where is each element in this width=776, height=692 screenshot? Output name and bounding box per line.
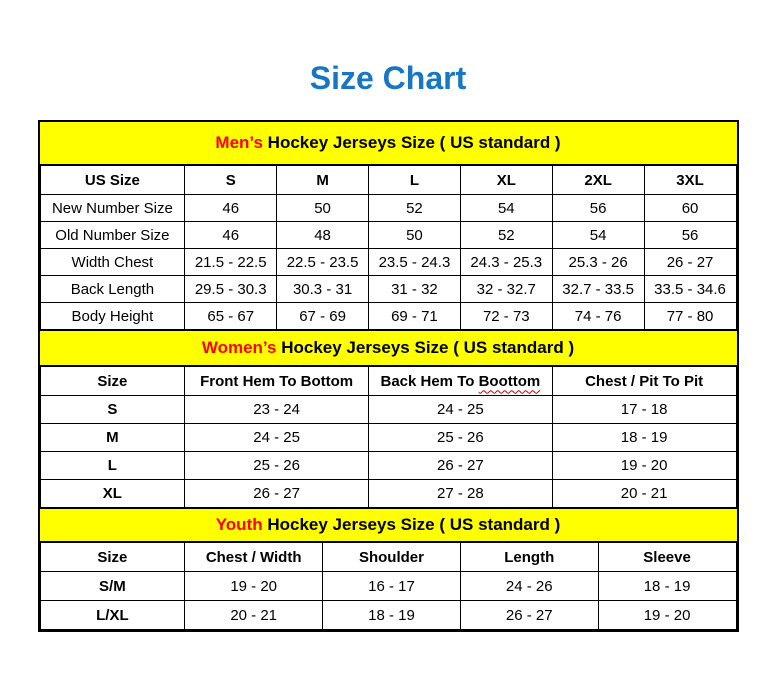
size-cell: 26 - 27 <box>369 452 553 480</box>
row-label: Body Height <box>40 303 185 330</box>
col-header: 3XL <box>644 166 736 195</box>
col-header: Length <box>460 543 598 572</box>
size-cell: 24 - 25 <box>185 424 369 452</box>
col-header: US Size <box>40 166 185 195</box>
mens-size-table <box>40 165 737 330</box>
col-header: XL <box>460 166 552 195</box>
size-cell: 26 - 27 <box>460 601 598 630</box>
row-label: S <box>40 396 185 424</box>
size-chart-page <box>0 60 776 632</box>
mens-section-banner <box>40 122 737 165</box>
table-row <box>40 452 736 480</box>
row-label: M <box>40 424 185 452</box>
row-label: Old Number Size <box>40 222 185 249</box>
size-cell: 50 <box>369 222 461 249</box>
size-cell: 16 - 17 <box>323 572 461 601</box>
col-header-misspelled <box>369 367 553 396</box>
size-cell: 20 - 21 <box>185 601 323 630</box>
size-cell: 48 <box>277 222 369 249</box>
table-header-row <box>40 367 736 396</box>
size-cell: 21.5 - 22.5 <box>185 249 277 276</box>
size-cell: 24 - 25 <box>369 396 553 424</box>
size-cell: 25.3 - 26 <box>552 249 644 276</box>
size-cell: 25 - 26 <box>369 424 553 452</box>
page-title: Size Chart <box>309 60 467 96</box>
size-cell: 56 <box>552 195 644 222</box>
size-cell: 19 - 20 <box>552 452 736 480</box>
size-cell: 32 - 32.7 <box>460 276 552 303</box>
size-cell: 26 - 27 <box>185 480 369 508</box>
size-cell: 17 - 18 <box>552 396 736 424</box>
size-cell: 18 - 19 <box>323 601 461 630</box>
col-header: Size <box>40 543 185 572</box>
col-header: Shoulder <box>323 543 461 572</box>
row-label: New Number Size <box>40 195 185 222</box>
youth-banner-highlight: Youth <box>215 515 263 534</box>
size-cell: 24 - 26 <box>460 572 598 601</box>
table-row <box>40 572 736 601</box>
size-cell: 77 - 80 <box>644 303 736 330</box>
size-cell: 27 - 28 <box>369 480 553 508</box>
size-cell: 30.3 - 31 <box>277 276 369 303</box>
size-cell: 46 <box>185 195 277 222</box>
col-header: S <box>185 166 277 195</box>
size-cell: 52 <box>460 222 552 249</box>
size-cell: 74 - 76 <box>552 303 644 330</box>
mens-banner-highlight: Men’s <box>215 133 263 152</box>
misspelled-word-squiggle: Boottom <box>478 372 541 390</box>
youth-section-banner <box>40 508 737 542</box>
table-row <box>40 249 736 276</box>
row-label: XL <box>40 480 185 508</box>
size-cell: 18 - 19 <box>552 424 736 452</box>
size-chart <box>38 120 739 632</box>
row-label: Width Chest <box>40 249 185 276</box>
size-cell: 23 - 24 <box>185 396 369 424</box>
size-cell: 20 - 21 <box>552 480 736 508</box>
size-cell: 26 - 27 <box>644 249 736 276</box>
size-cell: 72 - 73 <box>460 303 552 330</box>
table-header-row <box>40 543 736 572</box>
size-cell: 19 - 20 <box>598 601 736 630</box>
size-cell: 54 <box>460 195 552 222</box>
col-header: Sleeve <box>598 543 736 572</box>
womens-banner-highlight: Women’s <box>201 338 277 357</box>
col-header-prefix: Back Hem To <box>380 372 479 390</box>
row-label: L/XL <box>40 601 185 630</box>
youth-banner-text: Hockey Jerseys Size ( US standard ) <box>262 515 561 534</box>
table-row <box>40 424 736 452</box>
mens-banner-text: Hockey Jerseys Size ( US standard ) <box>262 133 561 152</box>
size-cell: 54 <box>552 222 644 249</box>
row-label: L <box>40 452 185 480</box>
row-label: Back Length <box>40 276 185 303</box>
size-cell: 33.5 - 34.6 <box>644 276 736 303</box>
row-label: S/M <box>40 572 185 601</box>
table-row <box>40 195 736 222</box>
size-cell: 23.5 - 24.3 <box>369 249 461 276</box>
size-cell: 67 - 69 <box>277 303 369 330</box>
table-row <box>40 396 736 424</box>
size-cell: 52 <box>369 195 461 222</box>
size-cell: 46 <box>185 222 277 249</box>
size-cell: 60 <box>644 195 736 222</box>
womens-section-banner <box>40 330 737 366</box>
col-header: 2XL <box>552 166 644 195</box>
table-row <box>40 480 736 508</box>
table-row <box>40 303 736 330</box>
size-cell: 69 - 71 <box>369 303 461 330</box>
size-cell: 29.5 - 30.3 <box>185 276 277 303</box>
size-cell: 50 <box>277 195 369 222</box>
table-header-row <box>40 166 736 195</box>
col-header: Chest / Width <box>185 543 323 572</box>
size-cell: 22.5 - 23.5 <box>277 249 369 276</box>
womens-size-table <box>40 366 737 508</box>
col-header: Chest / Pit To Pit <box>552 367 736 396</box>
size-cell: 24.3 - 25.3 <box>460 249 552 276</box>
table-row <box>40 276 736 303</box>
size-cell: 25 - 26 <box>185 452 369 480</box>
table-row <box>40 601 736 630</box>
table-row <box>40 222 736 249</box>
size-cell: 18 - 19 <box>598 572 736 601</box>
size-cell: 32.7 - 33.5 <box>552 276 644 303</box>
size-cell: 19 - 20 <box>185 572 323 601</box>
size-cell: 65 - 67 <box>185 303 277 330</box>
col-header: M <box>277 166 369 195</box>
col-header: L <box>369 166 461 195</box>
size-cell: 56 <box>644 222 736 249</box>
col-header: Size <box>40 367 185 396</box>
womens-banner-text: Hockey Jerseys Size ( US standard ) <box>276 338 575 357</box>
youth-size-table <box>40 542 737 630</box>
col-header: Front Hem To Bottom <box>185 367 369 396</box>
size-cell: 31 - 32 <box>369 276 461 303</box>
